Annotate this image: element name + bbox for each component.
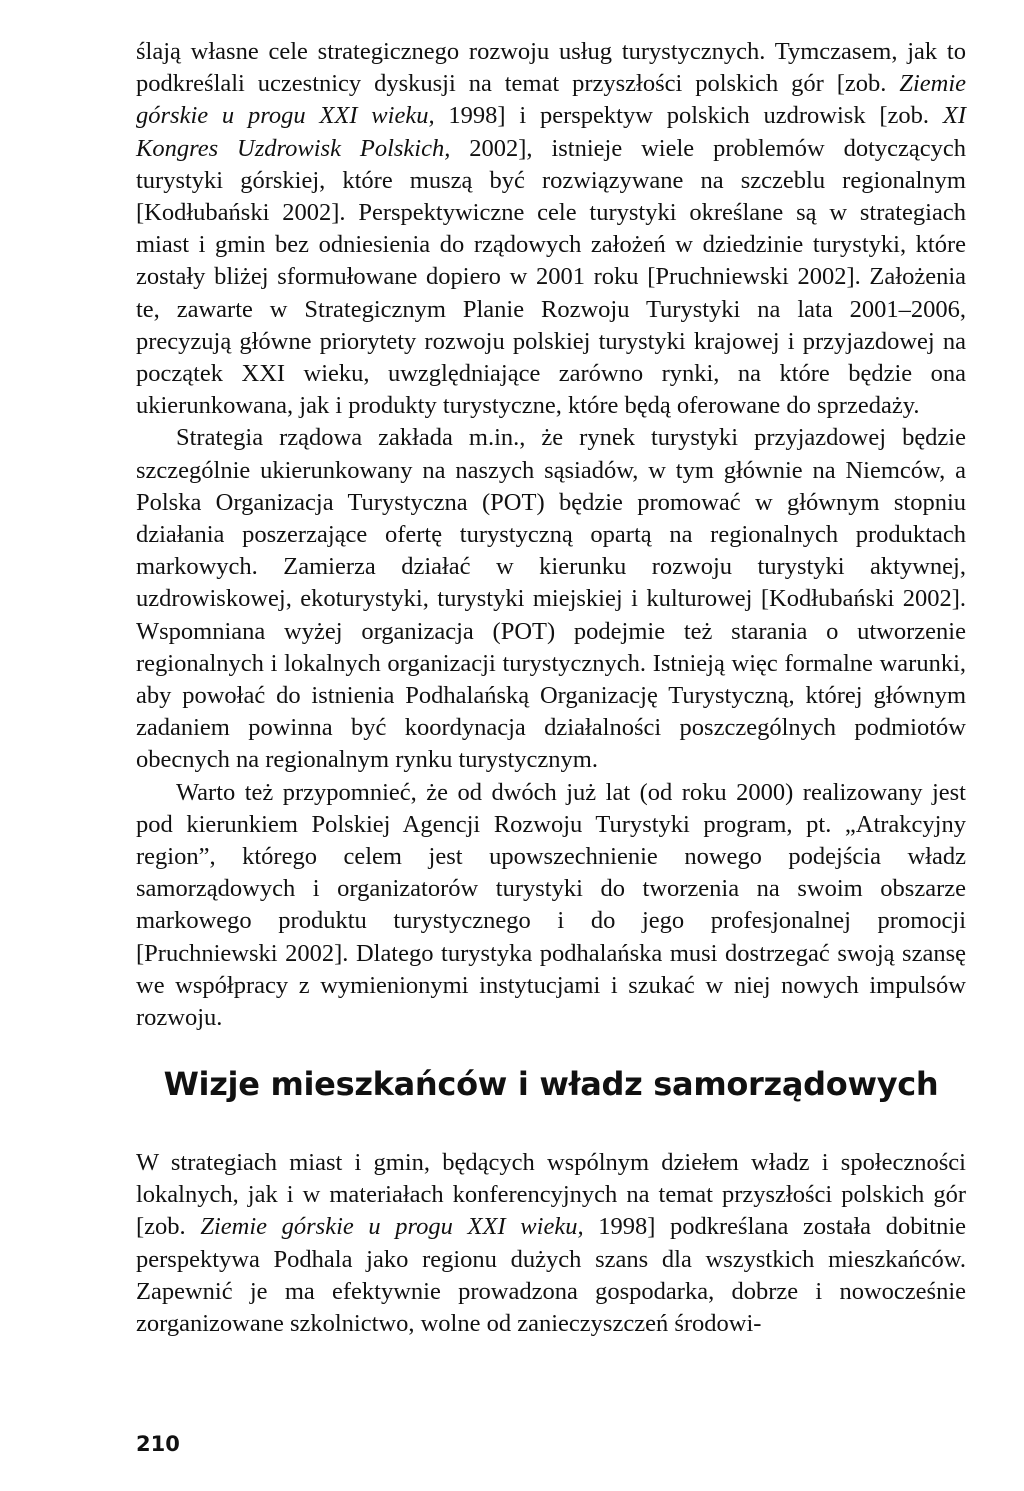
book-title-ziemie-gorskie: Ziemie górskie u progu XXI wieku, (200, 1213, 584, 1241)
page-number: 210 (136, 1432, 180, 1456)
book-title-kongres: XI Kongres Uzdrowisk Polskich, (136, 102, 966, 162)
paragraph-strategia (136, 422, 966, 776)
text-run: 2002], istnieje wiele problemów dotyczących turystyki górskiej, które muszą być rozwiązywane na szczeblu regionalnym [Kodłubański 2002]. Perspektywiczne cele turystyki określane są w strategiach miast i gmin bez odniesienia do rządowych założeń w dziedzinie turystyki, które zostały bliżej sformułowane dopiero w 2001 roku [Pruchniewski 2002]. Założenia te, zawarte w Strategicznym Planie Rozwoju Turystyki na lata 2001–2006, precyzują główne priorytety rozwoju polskiej turystyki krajowej i przyjazdowej na początek XXI wieku, uwzględniające zarówno rynki, na które będzie ona ukierunkowana, jak i produkty turystyczne, które będą oferowane do sprzedaży. (136, 134, 966, 420)
paragraph-warto (136, 777, 966, 1035)
text-run: ślają własne cele strategicznego rozwoju usług turystycznych. Tymczasem, jak to podkreślali uczestnicy dyskusji na temat przyszłości polskich gór [zob. (136, 38, 966, 98)
book-title-ziemie-gorskie: Ziemie górskie u progu XXI wieku, (136, 70, 966, 130)
text-run: 1998] podkreślana została dobitnie perspektywa Podhala jako regionu dużych szans dla wszystkich mieszkańców. Zapewnić je ma efektywnie prowadzona gospodarka, dobrze i nowocześnie zorganizowane szkolnictwo, wolne od zanieczyszczeń środowi- (136, 1213, 966, 1338)
paragraph-strategie (136, 1147, 966, 1340)
paragraph-continuation (136, 36, 966, 422)
body-text-bottom (136, 1147, 966, 1340)
text-run: 1998] i perspektyw polskich uzdrowisk [zob. (434, 102, 943, 130)
text-run: W strategiach miast i gmin, będących wspólnym dziełem władz i społeczności lokalnych, jak i w materiałach konferencyjnych na temat przyszłości polskich gór [zob. (136, 1149, 966, 1241)
text-run: Strategia rządowa zakłada m.in., że rynek turystyki przyjazdowej będzie szczególnie ukierunkowany na naszych sąsiadów, w tym głównie na Niemców, a Polska Organizacja Turystyczna (POT) będzie promować w głównym stopniu działania poszerzające ofertę turystyczną opartą na regionalnych produktach markowych. Zamierza działać w kierunku rozwoju turystyki aktywnej, uzdrowiskowej, ekoturystyki, turystyki miejskiej i kulturowej [Kodłubański 2002]. Wspomniana wyżej organizacja (POT) podejmie też starania o utworzenie regionalnych i lokalnych organizacji turystycznych. Istnieją więc formalne warunki, aby powołać do istnienia Podhalańską Organizację Turystyczną, której głównym zadaniem powinna być koordynacja działalności poszczególnych podmiotów obecnych na regionalnym rynku turystycznym. (136, 424, 966, 774)
section-heading: Wizje mieszkańców i władz samorządowych (163, 1065, 939, 1103)
text-run: Warto też przypomnieć, że od dwóch już lat (od roku 2000) realizowany jest pod kierunkiem Polskiej Agencji Rozwoju Turystyki program, pt. „Atrakcyjny region”, którego celem jest upowszechnienie nowego podejścia władz samorządowych i organizatorów turystyki do tworzenia na swoim obszarze markowego produktu turystycznego i do jego profesjonalnej promocji [Pruchniewski 2002]. Dlatego turystyka podhalańska musi dostrzegać swoją szansę we współpracy z wymienionymi instytucjami i szukać w niej nowych impulsów rozwoju. (136, 778, 966, 1032)
body-text-top (136, 36, 966, 1034)
